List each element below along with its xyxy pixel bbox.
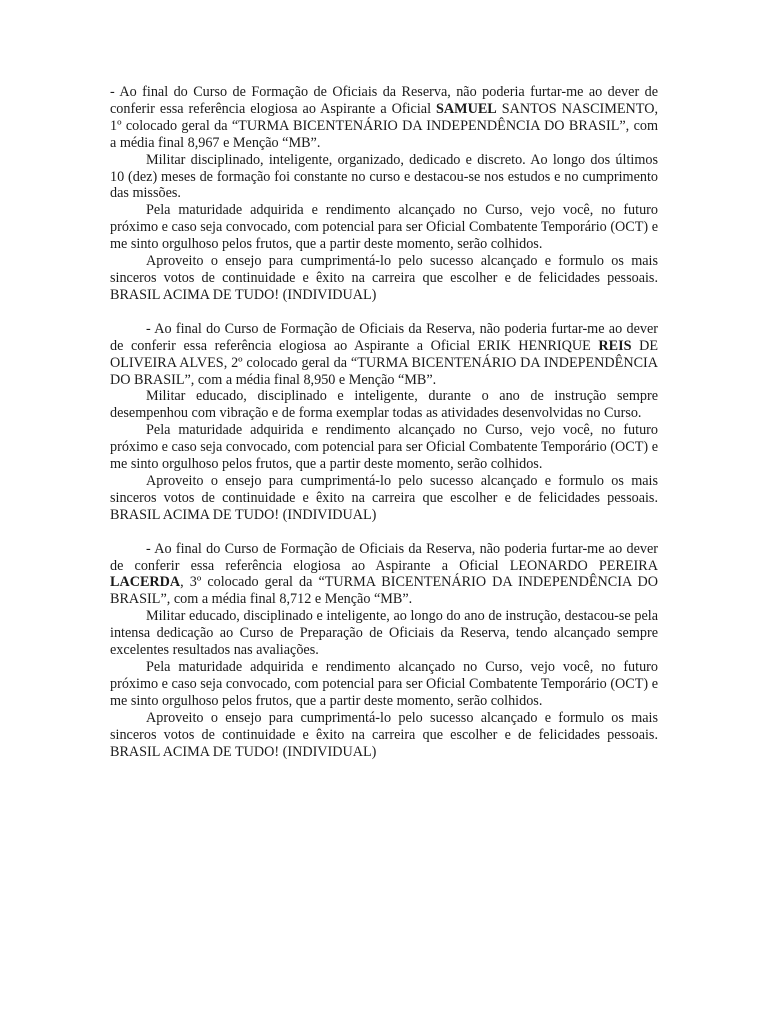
closing-paragraph: Aproveito o ensejo para cumprimentá-lo pelo sucesso alcançado e formulo os mais sinceros votos de continuidade e êxito na carreira que escolher e de felicidades pessoais. BRASIL ACIMA DE TUDO! (INDIVIDUAL) [110, 709, 658, 760]
highlighted-name: SAMUEL [436, 100, 497, 117]
intro-text-continued: , 3º colocado geral da “TURMA BICENTENÁRIO DA INDEPENDÊNCIA DO BRASIL”, com a média final 8,712 e Menção “MB”. [110, 574, 658, 608]
maturity-paragraph: Pela maturidade adquirida e rendimento alcançado no Curso, vejo você, no futuro próximo e caso seja convocado, com potencial para ser Oficial Combatente Temporário (OCT) e me sinto orgulhoso pelos frutos, que a partir deste momento, serão colhidos. [110, 422, 658, 473]
commendation-2 [110, 321, 658, 524]
commendation-1 [110, 84, 658, 304]
praise-paragraph: Militar disciplinado, inteligente, organizado, dedicado e discreto. Ao longo dos últimos 10 (dez) meses de formação foi constante no curso e destacou-se nos estudos e no cumprimento das missões. [110, 151, 658, 202]
intro-text: - Ao final do Curso de Formação de Oficiais da Reserva, não poderia furtar-me ao dever de conferir essa referência elogiosa ao Aspirante a Oficial [110, 84, 658, 117]
paragraph-gap [110, 304, 658, 321]
name-text: DE OLIVEIRA ALVES [110, 337, 658, 371]
closing-paragraph: Aproveito o ensejo para cumprimentá-lo pelo sucesso alcançado e formulo os mais sinceros votos de continuidade e êxito na carreira que escolher e de felicidades pessoais. BRASIL ACIMA DE TUDO! (INDIVIDUAL) [110, 253, 658, 303]
highlighted-name: LACERDA [110, 574, 181, 591]
intro-text-continued: , 2º colocado geral da “TURMA BICENTENÁRIO DA INDEPENDÊNCIA DO BRASIL”, com a média final 8,950 e Menção “MB”. [110, 354, 659, 388]
commendation-intro [110, 84, 658, 152]
praise-paragraph: Militar educado, disciplinado e inteligente, ao longo do ano de instrução, destacou-se pela intensa dedicação ao Curso de Preparação de Oficiais da Reserva, tendo alcançado sempre excelentes resultados nas avaliações. [110, 608, 658, 659]
closing-paragraph: Aproveito o ensejo para cumprimentá-lo pelo sucesso alcançado e formulo os mais sinceros votos de continuidade e êxito na carreira que escolher e de felicidades pessoais. BRASIL ACIMA DE TUDO! (INDIVIDUAL) [110, 472, 658, 523]
commendation-intro [110, 321, 658, 389]
commendation-3 [110, 541, 658, 761]
praise-paragraph: Militar educado, disciplinado e inteligente, durante o ano de instrução sempre desempenhou com vibração e de forma exemplar todas as atividades desenvolvidas no Curso. [110, 388, 658, 422]
maturity-paragraph: Pela maturidade adquirida e rendimento alcançado no Curso, vejo você, no futuro próximo e caso seja convocado, com potencial para ser Oficial Combatente Temporário (OCT) e me sinto orgulhoso pelos frutos, que a partir deste momento, serão colhidos. [110, 202, 658, 253]
document-body [110, 84, 658, 760]
maturity-paragraph: Pela maturidade adquirida e rendimento alcançado no Curso, vejo você, no futuro próximo e caso seja convocado, com potencial para ser Oficial Combatente Temporário (OCT) e me sinto orgulhoso pelos frutos, que a partir deste momento, serão colhidos. [110, 659, 658, 709]
name-text: SANTOS NASCIMENTO [496, 100, 655, 117]
highlighted-name: REIS [598, 337, 632, 354]
paragraph-gap [110, 524, 658, 541]
intro-text-continued: , 1º colocado geral da “TURMA BICENTENÁRIO DA INDEPENDÊNCIA DO BRASIL”, com a média final 8,967 e Menção “MB”. [110, 100, 658, 151]
intro-text: - Ao final do Curso de Formação de Oficiais da Reserva, não poderia furtar-me ao dever de conferir essa referência elogiosa ao Aspirante a Oficial LEONARDO PEREIRA [110, 540, 658, 574]
intro-text: - Ao final do Curso de Formação de Oficiais da Reserva, não poderia furtar-me ao dever de conferir essa referência elogiosa ao Aspirante a Oficial ERIK HENRIQUE [110, 320, 658, 354]
commendation-intro [110, 541, 658, 609]
